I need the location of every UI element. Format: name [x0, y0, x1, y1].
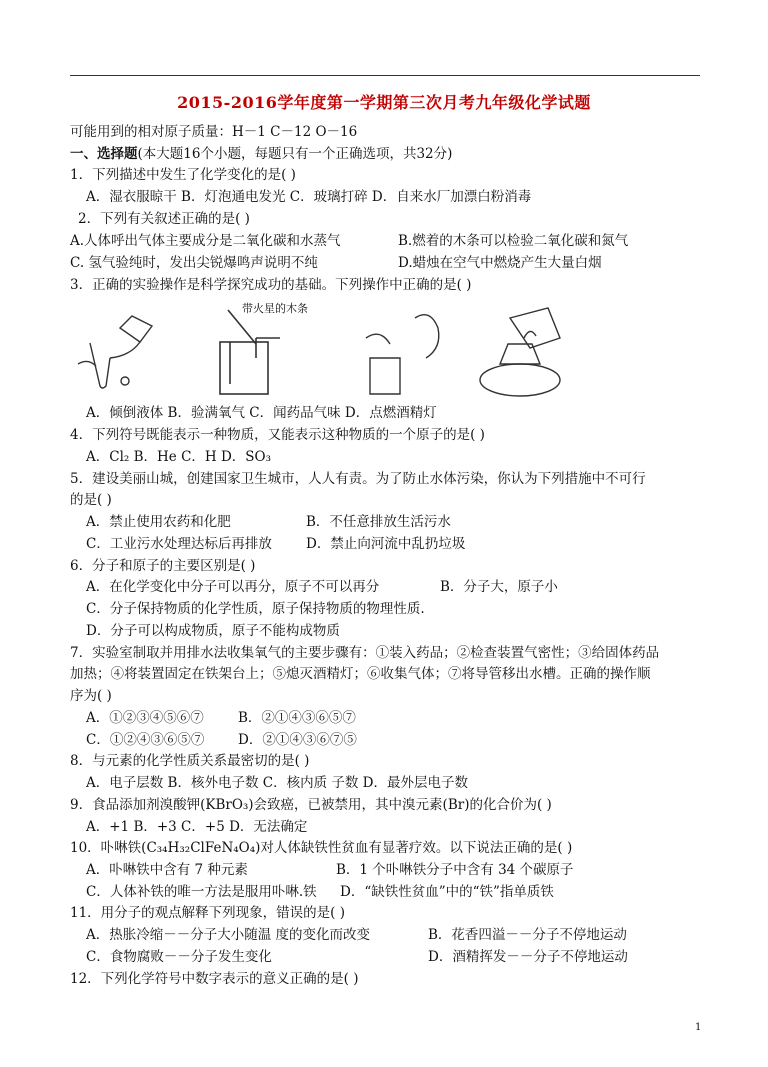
option: A．①②③④⑤⑥⑦ [86, 710, 204, 726]
option: C．①②④③⑥⑤⑦ [86, 732, 205, 748]
option: A．卟啉铁中含有 7 种元素 [86, 862, 248, 878]
option: B．花香四溢－－分子不停地运动 [428, 927, 627, 943]
option-row: A．+1 B．+3 C．+5 D．无法确定 [86, 819, 308, 835]
figure-light-lamp [480, 308, 560, 396]
option: A.人体呼出气体主要成分是二氧化碳和水蒸气 [70, 233, 341, 249]
option-row: A．倾倒液体 B．验满氧气 C．闻药品气味 D．点燃酒精灯 [86, 405, 437, 421]
option: B．②①④③⑥⑤⑦ [238, 710, 356, 726]
option: A．在化学变化中分子可以再分，原子不可以再分 [86, 579, 380, 595]
option: A．禁止使用农药和化肥 [86, 514, 231, 530]
option: D．酒精挥发－－分子不停地运动 [428, 949, 628, 965]
option: D．“缺铁性贫血”中的“铁”指单质铁 [340, 884, 554, 900]
figure-smell-chemical [366, 315, 439, 394]
question-stem: 1．下列描述中发生了化学变化的是( ) [70, 167, 296, 183]
question-stem: 2．下列有关叙述正确的是( ) [78, 211, 250, 227]
question-stem: 3．正确的实验操作是科学探究成功的基础。下列操作中正确的是( ) [70, 277, 472, 293]
option: B．分子大，原子小 [440, 579, 558, 595]
section-label: 一、选择题 [70, 146, 138, 162]
question-stem: 10．卟啉铁(C₃₄H₃₂ClFeN₄O₄)对人体缺铁性贫血有显著疗效。以下说法正确的是( ) [70, 840, 573, 856]
option: A．热胀冷缩－－分子大小随温 度的变化而改变 [86, 927, 371, 943]
question-stem: 6．分子和原子的主要区别是( ) [70, 558, 256, 574]
question-stem: 12．下列化学符号中数字表示的意义正确的是( ) [70, 971, 359, 987]
question-stem: 4．下列符号既能表示一种物质，又能表示这种物质的一个原子的是( ) [70, 427, 485, 443]
option: B．不任意排放生活污水 [306, 514, 451, 530]
option: B.燃着的木条可以检验二氧化碳和氮气 [398, 233, 629, 249]
lab-operation-figures [70, 298, 630, 400]
option: D．分子可以构成物质，原子不能构成物质 [86, 623, 340, 639]
question-stem: 9．食品添加剂溴酸钾(KBrO₃)会致癌，已被禁用，其中溴元素(Br)的化合价为( ) [70, 797, 552, 813]
figure-label: 带火星的木条 [242, 302, 308, 315]
question-stem: 7．实验室制取并用排水法收集氧气的主要步骤有：①装入药品；②检查装置气密性；③给固体药品 [70, 645, 660, 661]
header-rule [70, 75, 700, 76]
option: C．食物腐败－－分子发生变化 [86, 949, 272, 965]
option: D.蜡烛在空气中燃烧产生大量白烟 [398, 255, 602, 271]
question-stem-cont: 的是( ) [70, 492, 112, 508]
option: C．人体补铁的唯一方法是服用卟啉.铁 [86, 884, 317, 900]
option: C．分子保持物质的化学性质，原子保持物质的物理性质. [86, 601, 425, 617]
page-number: 1 [695, 1022, 702, 1033]
question-stem: 5．建设美丽山城，创建国家卫生城市，人人有责。为了防止水体污染，你认为下列措施中不可行 [70, 471, 646, 487]
option: D．②①④③⑥⑦⑤ [238, 732, 357, 748]
option: C．工业污水处理达标后再排放 [86, 536, 272, 552]
question-stem: 8．与元素的化学性质关系最密切的是( ) [70, 753, 310, 769]
option: B．1 个卟啉铁分子中含有 34 个碳原子 [336, 862, 574, 878]
option-row: A．Cl₂ B．He C．H D．SO₃ [86, 449, 272, 465]
option: D．禁止向河流中乱扔垃圾 [306, 536, 466, 552]
atomic-mass-note: 可能用到的相对原子质量：H－1 C－12 O－16 [70, 124, 358, 140]
option: C. 氢气验纯时，发出尖锐爆鸣声说明不纯 [70, 255, 318, 271]
question-stem-cont: 序为( ) [70, 688, 112, 704]
figure-pour-liquid [78, 316, 152, 388]
question-stem: 11．用分子的观点解释下列现象，错误的是( ) [70, 905, 346, 921]
figure-check-oxygen [220, 301, 308, 394]
option-row: A．电子层数 B．核外电子数 C．核内质 子数 D．最外层电子数 [86, 775, 468, 791]
question-stem-cont: 加热；④将装置固定在铁架台上；⑤熄灭酒精灯；⑥收集气体；⑦将导管移出水槽。正确的操作顺 [70, 666, 651, 682]
page-title: 2015-2016学年度第一学期第三次月考九年级化学试题 [177, 93, 591, 112]
section-header [70, 145, 452, 163]
section-desc: (本大题16个小题，每题只有一个正确选项，共32分) [137, 146, 453, 162]
option-row: A．湿衣服晾干 B．灯泡通电发光 C．玻璃打碎 D．自来水厂加漂白粉消毒 [86, 189, 532, 205]
